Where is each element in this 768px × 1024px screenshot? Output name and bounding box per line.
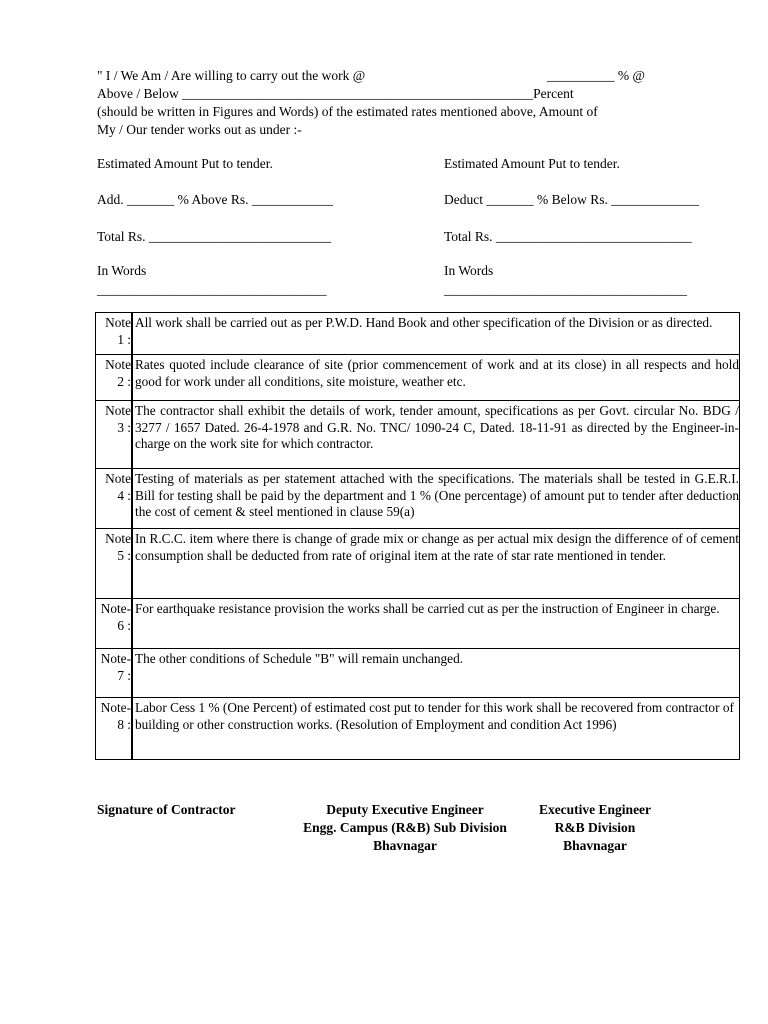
executive-location: Bhavnagar: [563, 838, 627, 853]
right-estimated-amount: Estimated Amount Put to tender.: [444, 156, 620, 171]
executive-title: Executive Engineer: [538, 802, 652, 817]
note-row: [96, 529, 740, 599]
note-number: Note 3 :: [96, 401, 133, 469]
note-number: Note- 8 :: [96, 698, 133, 760]
notes-table: [95, 312, 740, 760]
note-row: [96, 599, 740, 649]
deputy-location: Bhavnagar: [373, 838, 437, 853]
right-in-words-field[interactable]: ____________________________________: [444, 282, 687, 297]
executive-engineer-block: [520, 801, 670, 855]
left-total-field[interactable]: Total Rs. ___________________________: [97, 229, 332, 244]
note-number: Note- 6 :: [96, 599, 133, 649]
note-row: [96, 355, 740, 401]
note-number: Note 1 :: [96, 313, 133, 355]
note-text: Labor Cess 1 % (One Percent) of estimated cost put to tender for this work shall be recovered from contractor of building or other construction works. (Resolution of Employment and condition Act 1996): [132, 698, 740, 760]
note-row: [96, 649, 740, 698]
executive-division: R&B Division: [554, 820, 636, 835]
note-row: [96, 401, 740, 469]
left-in-words-label: In Words: [97, 263, 147, 278]
note-text: For earthquake resistance provision the works shall be carried cut as per the instruction of Engineer in charge.: [132, 599, 740, 649]
left-estimated-amount: Estimated Amount Put to tender.: [97, 156, 273, 171]
deputy-engineer-block: [290, 801, 520, 855]
note-text: All work shall be carried out as per P.W.D. Hand Book and other specification of the Division or as directed.: [132, 313, 740, 355]
right-in-words-label: In Words: [444, 263, 494, 278]
contractor-signature-label: Signature of Contractor: [97, 802, 236, 817]
percent-blank[interactable]: __________ % @: [547, 68, 645, 83]
note-text: The contractor shall exhibit the details of work, tender amount, specifications as per Govt. circular No. BDG / 3277 / 1657 Dated. 26-4-1978 and G.R. No. TNC/ 1090-24 C, Dated. 18-11-91 as directed by the Engineer-in-charge on the work site for which contractor.: [132, 401, 740, 469]
add-above-field[interactable]: Add. _______ % Above Rs. ____________: [97, 192, 333, 207]
note-number: Note 2 :: [96, 355, 133, 401]
note-text: The other conditions of Schedule "B" will remain unchanged.: [132, 649, 740, 698]
note-row: [96, 698, 740, 760]
note-text: Rates quoted include clearance of site (prior commencement of work and at its close) in all respects and hold good for work under all conditions, site moisture, weather etc.: [132, 355, 740, 401]
note-number: Note- 7 :: [96, 649, 133, 698]
figures-words-instruction: (should be written in Figures and Words) of the estimated rates mentioned above, Amount of: [97, 104, 598, 119]
right-total-field[interactable]: Total Rs. _____________________________: [444, 229, 692, 244]
note-row: [96, 469, 740, 529]
note-row: [96, 313, 740, 355]
above-below-line[interactable]: Above / Below ____________________________________________________Percent: [97, 86, 574, 101]
note-text: Testing of materials as per statement attached with the specifications. The materials shall be tested in G.E.R.I. Bill for testing shall be paid by the department and 1 % (One percentage) of amount put to tender after deduction the cost of cement & steel mentioned in clause 59(a): [132, 469, 740, 529]
deduct-below-field[interactable]: Deduct _______ % Below Rs. _____________: [444, 192, 699, 207]
left-in-words-field[interactable]: __________________________________: [97, 282, 327, 297]
note-number: Note 5 :: [96, 529, 133, 599]
tender-works-out: My / Our tender works out as under :-: [97, 122, 302, 137]
willing-statement: " I / We Am / Are willing to carry out the work @: [97, 68, 366, 83]
deputy-title: Deputy Executive Engineer: [326, 802, 484, 817]
deputy-subdivision: Engg. Campus (R&B) Sub Division: [303, 820, 507, 835]
note-number: Note 4 :: [96, 469, 133, 529]
note-text: In R.C.C. item where there is change of grade mix or change as per actual mix design the difference of of cement consumption shall be deducted from rate of original item at the rate of star rate mentioned in tender.: [132, 529, 740, 599]
